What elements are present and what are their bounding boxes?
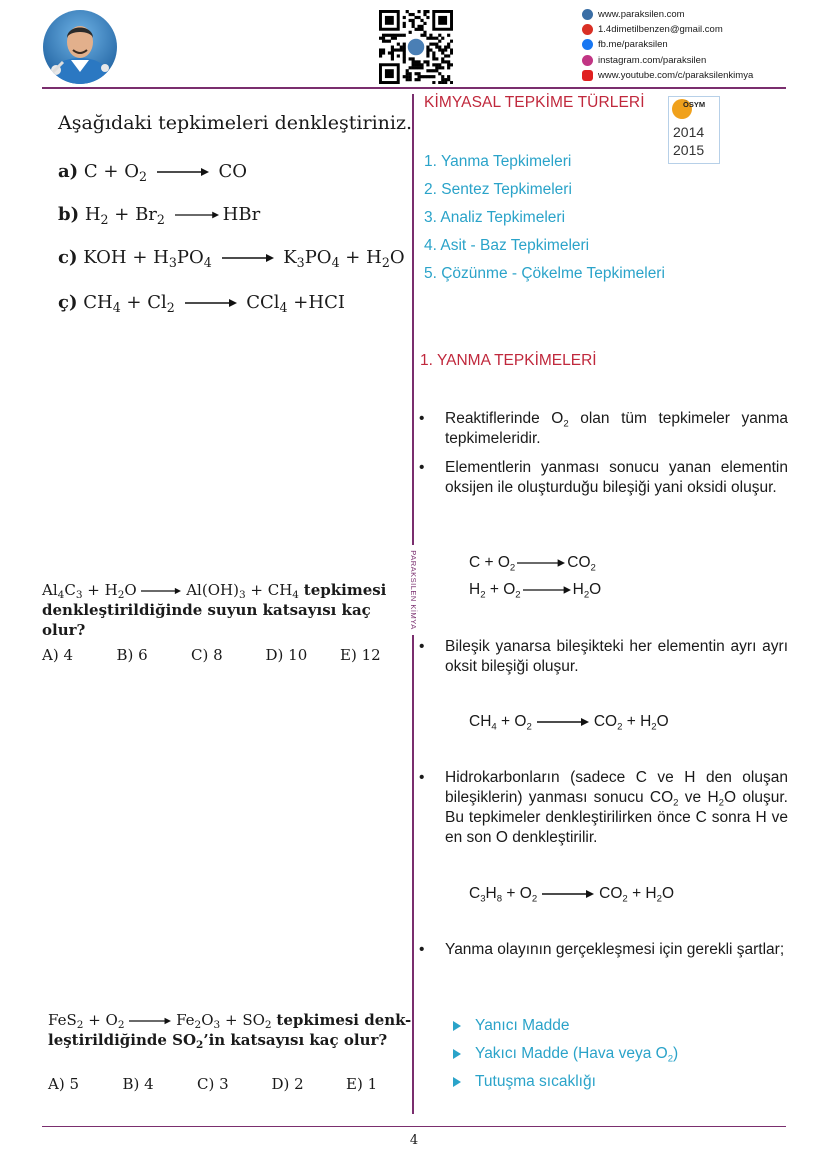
contact-youtube[interactable]	[582, 68, 753, 83]
qr-module	[406, 72, 409, 75]
qr-module	[403, 25, 406, 28]
qr-module	[438, 63, 441, 66]
qr-module	[432, 54, 435, 57]
qr-module	[420, 75, 423, 78]
bullet-dot: •	[419, 459, 425, 476]
qr-module	[435, 69, 438, 72]
question-2-tail: tepkimesi denk-	[276, 1011, 412, 1029]
qr-module	[435, 57, 438, 60]
contact-list	[582, 7, 753, 83]
qr-module	[379, 37, 382, 40]
qr-module	[441, 78, 444, 81]
contact-gmail[interactable]	[582, 22, 753, 37]
qr-module	[432, 57, 435, 60]
triangle-bullet-icon	[453, 1021, 461, 1031]
reaction-arrow	[523, 586, 571, 594]
qr-module	[417, 60, 420, 63]
qr-module	[435, 37, 438, 40]
qr-module	[379, 54, 382, 57]
qr-module	[429, 34, 432, 37]
answer-option[interactable]: E) 1	[346, 1075, 378, 1093]
reaction-arrow	[175, 211, 219, 219]
answer-option[interactable]: D) 10	[265, 646, 308, 664]
qr-module	[441, 60, 444, 63]
globe-icon	[582, 9, 593, 20]
qr-module	[406, 75, 409, 78]
question-2-options	[48, 1075, 421, 1093]
qr-module	[441, 66, 444, 69]
answer-option[interactable]: A) 4	[42, 646, 73, 664]
page-number: 4	[409, 1133, 419, 1148]
qr-module	[432, 51, 435, 54]
qr-module	[394, 37, 397, 40]
bullet-4-text-end: O oluşur. Bu tepkimeler denkleştirilirken önce C sonra H ve en son O denkleştirilir.	[445, 789, 788, 846]
qr-module	[423, 22, 426, 25]
qr-module	[406, 78, 409, 81]
contact-text: fb.me/paraksilen	[598, 39, 668, 51]
requirement-item: Yakıcı Madde (Hava veya $O_2$)	[453, 1040, 678, 1068]
qr-module	[441, 57, 444, 60]
qr-module	[438, 81, 441, 84]
osym-badge	[668, 96, 720, 164]
equation-c: c) KOH + $H_3PO_4$ $K_3PO_4 + H_2O$	[58, 247, 405, 270]
qr-module	[397, 34, 400, 37]
qr-module	[391, 34, 394, 37]
divider-label	[403, 545, 423, 635]
reaction-arrow	[517, 559, 565, 567]
answer-option[interactable]: A) 5	[48, 1075, 79, 1093]
reaction-type-item[interactable]: 1. Yanma Tepkimeleri	[424, 153, 572, 170]
qr-finder-pattern	[385, 69, 394, 78]
qr-module	[444, 78, 447, 81]
qr-module	[400, 48, 403, 51]
qr-module	[415, 28, 418, 31]
requirements-list	[453, 1012, 678, 1096]
qr-module	[382, 51, 385, 54]
qr-module	[403, 46, 406, 49]
qr-module	[382, 40, 385, 43]
bullet-2-text: Elementlerin yanması sonucu yanan elementin oksijen ile oluşturduğu bileşiği yani oksidi oluşur.	[445, 459, 788, 496]
osym-year-2: 2015	[673, 142, 705, 158]
qr-module	[417, 10, 420, 13]
equation-a: a) $C + O_2$ CO	[58, 161, 247, 184]
qr-module	[444, 81, 447, 84]
qr-module	[415, 60, 418, 63]
requirement-text: Tutuşma sıcaklığı	[475, 1073, 596, 1090]
qr-module	[397, 43, 400, 46]
bullet-dot: •	[419, 410, 425, 427]
qr-module	[423, 31, 426, 34]
contact-globe[interactable]	[582, 7, 753, 22]
qr-module	[388, 51, 391, 54]
qr-module	[391, 51, 394, 54]
qr-module	[382, 37, 385, 40]
reaction-arrow	[185, 299, 237, 307]
qr-module	[409, 72, 412, 75]
qr-module	[441, 37, 444, 40]
qr-module	[417, 78, 420, 81]
qr-module	[420, 25, 423, 28]
answer-option[interactable]: E) 12	[340, 646, 381, 664]
qr-module	[412, 60, 415, 63]
qr-module	[447, 66, 450, 69]
bullet-1-text-end: olan tüm tepkimeler yanma tepkimeleridir.	[445, 410, 788, 447]
qr-module	[400, 46, 403, 49]
qr-module	[403, 51, 406, 54]
reaction-type-item[interactable]: 2. Sentez Tepkimeleri	[424, 181, 572, 198]
equation-c-label: c)	[58, 247, 78, 268]
youtube-icon	[582, 70, 593, 81]
qr-module	[438, 46, 441, 49]
formula-c-o2: $C + O_2$ $CO_2$	[469, 554, 596, 574]
qr-module	[406, 10, 409, 13]
qr-module	[417, 28, 420, 31]
qr-module	[426, 54, 429, 57]
qr-module	[412, 57, 415, 60]
qr-module	[438, 34, 441, 37]
qr-module	[417, 16, 420, 19]
qr-module	[438, 66, 441, 69]
qr-module	[394, 48, 397, 51]
requirement-item	[453, 1012, 678, 1040]
qr-module	[444, 60, 447, 63]
qr-module	[400, 34, 403, 37]
requirement-item	[453, 1068, 678, 1096]
bullet-3	[419, 637, 788, 677]
qr-module	[423, 60, 426, 63]
qr-module	[420, 63, 423, 66]
qr-module	[391, 54, 394, 57]
qr-module	[447, 43, 450, 46]
qr-module	[391, 46, 394, 49]
answer-option[interactable]: B) 4	[122, 1075, 154, 1093]
qr-module	[435, 46, 438, 49]
contact-instagram[interactable]	[582, 53, 753, 68]
qr-module	[444, 46, 447, 49]
equation-b-label: b)	[58, 204, 80, 225]
question-1-line2: denkleştirildiğinde suyun katsayısı kaç olur?	[42, 601, 371, 639]
qr-module	[409, 78, 412, 81]
qr-module	[412, 13, 415, 16]
bullet-5-text: Yanma olayının gerçekleşmesi için gerekli şartlar;	[445, 941, 785, 958]
qr-code[interactable]	[379, 10, 453, 84]
bullet-1-text-start: Reaktiflerinde O	[445, 410, 564, 427]
contact-text: 1.4dimetilbenzen@gmail.com	[598, 24, 723, 36]
qr-module	[435, 66, 438, 69]
qr-module	[423, 34, 426, 37]
question-2-line2-start: leştirildiğinde SO	[48, 1031, 197, 1049]
reaction-type-item[interactable]: 4. Asit - Baz Tepkimeleri	[424, 237, 590, 254]
qr-module	[426, 48, 429, 51]
osym-label: ÖSYM	[683, 100, 706, 109]
reaction-arrow	[534, 718, 592, 726]
qr-module	[403, 57, 406, 60]
qr-module	[450, 63, 453, 66]
equation-d: ç) $CH_4 + Cl_2$ CCl$_4$ +HCI	[58, 292, 345, 315]
qr-module	[441, 51, 444, 54]
qr-module	[403, 22, 406, 25]
contact-text: www.youtube.com/c/paraksilenkimya	[598, 69, 754, 81]
qr-module	[444, 54, 447, 57]
footer-rule	[42, 1126, 786, 1127]
qr-module	[432, 37, 435, 40]
qr-module	[403, 34, 406, 37]
qr-module	[409, 75, 412, 78]
qr-finder-pattern	[385, 16, 394, 25]
qr-module	[379, 51, 382, 54]
qr-module	[426, 46, 429, 49]
qr-module	[415, 78, 418, 81]
qr-module	[420, 66, 423, 69]
requirement-text: Yakıcı Madde (Hava veya O	[475, 1045, 668, 1062]
qr-module	[450, 48, 453, 51]
qr-module	[432, 63, 435, 66]
qr-module	[417, 66, 420, 69]
divider-label-text: PARAKSILEN KİMYA	[409, 550, 419, 630]
formula-ch4-o2: $CH_4 + O_2$ $CO_2 + H_2O$	[469, 713, 669, 733]
reaction-arrow	[141, 587, 181, 595]
qr-module	[420, 28, 423, 31]
qr-module	[429, 69, 432, 72]
qr-module	[435, 43, 438, 46]
qr-module	[382, 48, 385, 51]
qr-module	[426, 69, 429, 72]
answer-option[interactable]: C) 3	[197, 1075, 229, 1093]
contact-text: www.paraksilen.com	[598, 9, 685, 20]
section-title: KİMYASAL TEPKİME TÜRLERİ	[424, 94, 645, 111]
qr-module	[426, 16, 429, 19]
answer-option[interactable]: B) 6	[116, 646, 148, 664]
qr-module	[379, 48, 382, 51]
qr-module	[397, 48, 400, 51]
qr-module	[391, 37, 394, 40]
bullet-dot: •	[419, 638, 425, 655]
qr-module	[412, 66, 415, 69]
qr-module	[415, 16, 418, 19]
qr-module	[415, 66, 418, 69]
bullet-3-text: Bileşik yanarsa bileşikteki her elementin ayrı ayrı oksit bileşiği oluşur.	[445, 638, 788, 675]
qr-finder-pattern	[438, 16, 447, 25]
qr-module	[450, 51, 453, 54]
qr-module	[385, 34, 388, 37]
qr-module	[423, 10, 426, 13]
question-2	[48, 1010, 412, 1052]
qr-module	[432, 75, 435, 78]
question-1	[42, 580, 392, 640]
qr-module	[412, 22, 415, 25]
qr-module	[417, 72, 420, 75]
question-2-line2-end: ’in katsayısı kaç olur?	[203, 1031, 388, 1049]
qr-module	[403, 75, 406, 78]
qr-module	[426, 63, 429, 66]
bullet-4-text-middle: ve H	[678, 789, 719, 806]
author-avatar	[43, 10, 117, 84]
reaction-types-list	[424, 148, 665, 288]
qr-module	[417, 63, 420, 66]
qr-module	[415, 72, 418, 75]
qr-module	[417, 75, 420, 78]
bullet-4-text-start: Hidrokarbonların (sadece C ve H den oluşan bileşiklerin) yanması sonucu CO	[445, 769, 788, 806]
qr-module	[388, 40, 391, 43]
qr-module	[423, 13, 426, 16]
qr-module	[426, 37, 429, 40]
qr-module	[450, 81, 453, 84]
qr-module	[412, 63, 415, 66]
section-heading: 1. YANMA TEPKİMELERİ	[420, 352, 597, 369]
qr-module	[426, 51, 429, 54]
qr-module	[415, 63, 418, 66]
reaction-type-item[interactable]: 5. Çözünme - Çökelme Tepkimeleri	[424, 265, 665, 282]
qr-module	[423, 75, 426, 78]
qr-center-avatar	[407, 38, 425, 56]
qr-module	[450, 40, 453, 43]
question-1-line1: $Al_4C_3 + H_2O$ $Al(OH)_3 + CH_4$ tepkimesi	[42, 581, 387, 602]
qr-module	[417, 25, 420, 28]
bullet-1: • Reaktiflerinde $O_2$ olan tüm tepkimeler yanma tepkimeleridir.	[419, 410, 788, 447]
reaction-arrow	[539, 890, 597, 898]
qr-module	[403, 16, 406, 19]
qr-module	[447, 63, 450, 66]
equation-d-label: ç)	[58, 292, 78, 313]
qr-module	[385, 40, 388, 43]
header-rule	[42, 87, 786, 89]
qr-module	[438, 72, 441, 75]
qr-module	[426, 75, 429, 78]
triangle-bullet-icon	[453, 1049, 461, 1059]
qr-module	[397, 54, 400, 57]
gmail-icon	[582, 24, 593, 35]
question-2-line1: $FeS_2 + O_2$ $Fe_2O_3 + SO_2$ tepkimesi denk-	[48, 1011, 412, 1032]
qr-module	[403, 54, 406, 57]
instagram-icon	[582, 55, 593, 66]
qr-module	[429, 43, 432, 46]
reaction-type-item[interactable]: 3. Analiz Tepkimeleri	[424, 209, 566, 226]
qr-module	[447, 46, 450, 49]
qr-module	[432, 81, 435, 84]
answer-option[interactable]: C) 8	[191, 646, 223, 664]
qr-module	[429, 37, 432, 40]
qr-module	[403, 48, 406, 51]
formula-h2-o2: $H_2 + O_2$ $H_2O$	[469, 581, 602, 601]
qr-module	[426, 60, 429, 63]
qr-module	[432, 69, 435, 72]
question-2-line2: leştirildiğinde $SO_2’in$ katsayısı kaç olur?	[48, 1031, 388, 1052]
bullet-dot: •	[419, 769, 425, 786]
bullet-dot: •	[419, 941, 425, 958]
qr-module	[420, 34, 423, 37]
qr-module	[447, 60, 450, 63]
answer-option[interactable]: D) 2	[271, 1075, 304, 1093]
qr-module	[438, 48, 441, 51]
qr-module	[412, 25, 415, 28]
qr-module	[447, 34, 450, 37]
qr-module	[412, 19, 415, 22]
qr-module	[447, 78, 450, 81]
question-1-tail: tepkimesi	[303, 581, 387, 599]
qr-module	[403, 43, 406, 46]
reaction-arrow	[157, 168, 209, 176]
qr-module	[391, 57, 394, 60]
qr-module	[444, 48, 447, 51]
qr-module	[447, 54, 450, 57]
equation-b: b) $H_2 + Br_2$ HBr	[58, 204, 261, 227]
qr-module	[447, 75, 450, 78]
qr-module	[382, 34, 385, 37]
qr-module	[429, 48, 432, 51]
qr-module	[441, 48, 444, 51]
qr-module	[426, 10, 429, 13]
qr-module	[409, 13, 412, 16]
bullet-4: • Hidrokarbonların (sadece C ve H den oluşan bileşiklerin) yanması sonucu $CO_2$ ve $H_2O$ oluşur. Bu tepkimeler denkleştirilirken önce C sonra H ve en son O denkleştirilir.	[419, 769, 788, 846]
formula-c3h8-o2: $C_3H_8 + O_2$ $CO_2 + H_2O$	[469, 885, 675, 905]
equation-a-label: a)	[58, 161, 79, 182]
osym-year-1: 2014	[673, 124, 705, 140]
contact-text: instagram.com/paraksilen	[598, 54, 707, 66]
qr-module	[432, 43, 435, 46]
bullet-2	[419, 458, 788, 498]
contact-facebook[interactable]	[582, 37, 753, 52]
facebook-icon	[582, 39, 593, 50]
qr-module	[409, 66, 412, 69]
qr-module	[403, 60, 406, 63]
qr-module	[409, 31, 412, 34]
qr-module	[388, 34, 391, 37]
qr-module	[409, 19, 412, 22]
qr-module	[441, 81, 444, 84]
requirement-text: Yanıcı Madde	[475, 1017, 570, 1034]
bullet-5	[419, 940, 788, 960]
qr-module	[394, 34, 397, 37]
triangle-bullet-icon	[453, 1077, 461, 1087]
qr-module	[438, 40, 441, 43]
exercise-intro: Aşağıdaki tepkimeleri denkleştiriniz.	[58, 112, 413, 134]
question-1-options	[42, 646, 415, 664]
qr-module	[420, 19, 423, 22]
qr-module	[409, 57, 412, 60]
reaction-arrow	[222, 254, 274, 262]
qr-module	[391, 48, 394, 51]
qr-module	[406, 69, 409, 72]
qr-module	[429, 75, 432, 78]
qr-module	[435, 63, 438, 66]
reaction-arrow	[129, 1017, 171, 1025]
qr-module	[441, 75, 444, 78]
